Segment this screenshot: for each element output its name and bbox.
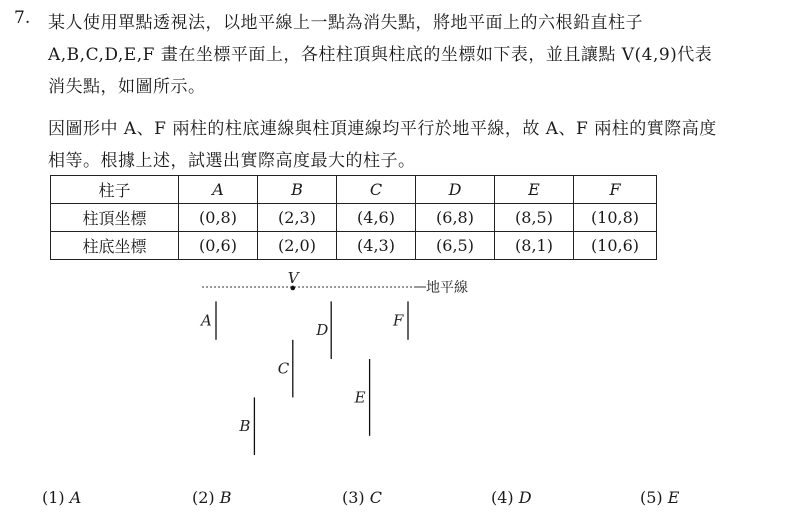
table-header-cell: D bbox=[416, 176, 495, 204]
table-cell: (4,6) bbox=[337, 204, 416, 232]
pillar-label-b: B bbox=[239, 417, 251, 436]
question-line-5: 相等。根據上述，試選出實際高度最大的柱子。 bbox=[48, 151, 416, 171]
option-number: (4) bbox=[491, 488, 514, 507]
pillar-label-c: C bbox=[277, 359, 290, 378]
table-cell: (0,8) bbox=[179, 204, 258, 232]
table-header-cell: F bbox=[574, 176, 657, 204]
question-line-1: 某人使用單點透視法，以地平線上一點為消失點，將地平面上的六根鉛直柱子 bbox=[48, 13, 643, 33]
table-cell: (0,6) bbox=[179, 232, 258, 260]
option-3[interactable] bbox=[342, 488, 382, 507]
option-number: (1) bbox=[42, 488, 65, 507]
pillar-label-d: D bbox=[316, 321, 329, 340]
option-number: (3) bbox=[342, 488, 365, 507]
table-row-label: 柱頂坐標 bbox=[51, 204, 179, 232]
table-cell: (8,5) bbox=[495, 204, 574, 232]
option-letter: E bbox=[667, 488, 680, 507]
table-cell: (8,1) bbox=[495, 232, 574, 260]
pillar-label-f: F bbox=[393, 311, 404, 330]
question-line-4: 因圖形中 A、F 兩柱的柱底連線與柱頂連線均平行於地平線，故 A、F 兩柱的實際高度 bbox=[48, 119, 717, 139]
table-cell: (10,8) bbox=[574, 204, 657, 232]
option-2[interactable] bbox=[192, 488, 232, 507]
option-letter: B bbox=[219, 488, 232, 507]
option-5[interactable] bbox=[640, 488, 679, 507]
pillar-label-e: E bbox=[354, 388, 366, 407]
question-line-3: 消失點，如圖所示。 bbox=[48, 77, 206, 97]
option-number: (2) bbox=[192, 488, 215, 507]
table-row bbox=[51, 204, 657, 232]
option-4[interactable] bbox=[491, 488, 532, 507]
pillars-group bbox=[199, 301, 408, 455]
coordinate-table bbox=[50, 175, 657, 260]
table-cell: (6,8) bbox=[416, 204, 495, 232]
perspective-figure bbox=[190, 262, 510, 462]
horizon-label: 地平線 bbox=[426, 280, 468, 296]
option-letter: D bbox=[518, 488, 532, 507]
table-cell: (2,0) bbox=[258, 232, 337, 260]
table-cell: (4,3) bbox=[337, 232, 416, 260]
table-header-cell: 柱子 bbox=[51, 176, 179, 204]
table-header-cell: C bbox=[337, 176, 416, 204]
option-1[interactable] bbox=[42, 488, 81, 507]
table-header-cell: E bbox=[495, 176, 574, 204]
table-header-row bbox=[51, 176, 657, 204]
question-line-2: A,B,C,D,E,F 畫在坐標平面上，各柱柱頂與柱底的坐標如下表，並且讓點 V(4,9)代表 bbox=[48, 45, 713, 65]
option-number: (5) bbox=[640, 488, 663, 507]
table-cell: (2,3) bbox=[258, 204, 337, 232]
table-cell: (10,6) bbox=[574, 232, 657, 260]
table-cell: (6,5) bbox=[416, 232, 495, 260]
option-letter: A bbox=[69, 488, 82, 507]
table-row-label: 柱底坐標 bbox=[51, 232, 179, 260]
vanishing-point-label: V bbox=[287, 268, 299, 287]
table-header-cell: A bbox=[179, 176, 258, 204]
question-number: 7. bbox=[14, 8, 31, 28]
table-header-cell: B bbox=[258, 176, 337, 204]
option-letter: C bbox=[369, 488, 383, 507]
table-row bbox=[51, 232, 657, 260]
pillar-label-a: A bbox=[201, 311, 212, 330]
